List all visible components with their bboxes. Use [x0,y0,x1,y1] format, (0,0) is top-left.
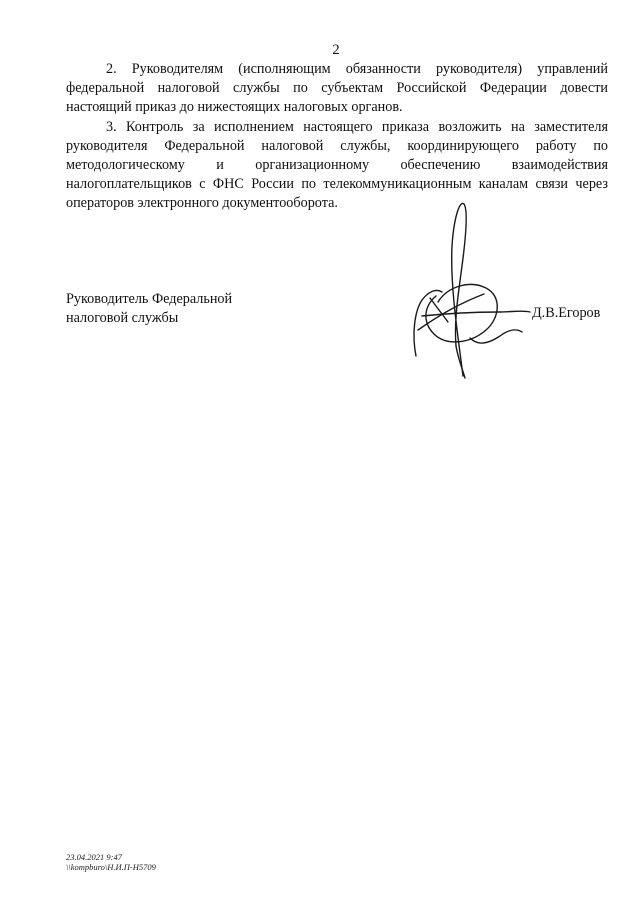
signatory-title [66,290,306,328]
paragraph-item-3: 3. Контроль за исполнением настоящего приказа возложить на заместителя руководителя Федеральной налоговой службы, координирующего работу по методологическому и организационному обеспечению взаимодействия налогоплательщиков с ФНС России по телекоммуникационным каналам связи через операторов электронного документооборота. [66,118,608,212]
footer-timestamp: 23.04.2021 9:47 [66,852,122,862]
document-footer [66,852,156,872]
signatory-name: Д.В.Егоров [532,305,601,321]
paragraph-item-2: 2. Руководителям (исполняющим обязанности руководителя) управлений федеральной налоговой службы по субъектам Российской Федерации довести настоящий приказ до нижестоящих налоговых органов. [66,61,608,116]
signatory-title-line1: Руководитель Федеральной [66,291,233,307]
signatory-title-line2: налоговой службы [66,310,179,326]
handwritten-signature [408,196,538,382]
footer-file-ref: \\kompburo\Н.И.П-Н5709 [66,862,156,872]
document-body [66,60,608,214]
page-number: 2 [332,42,340,58]
